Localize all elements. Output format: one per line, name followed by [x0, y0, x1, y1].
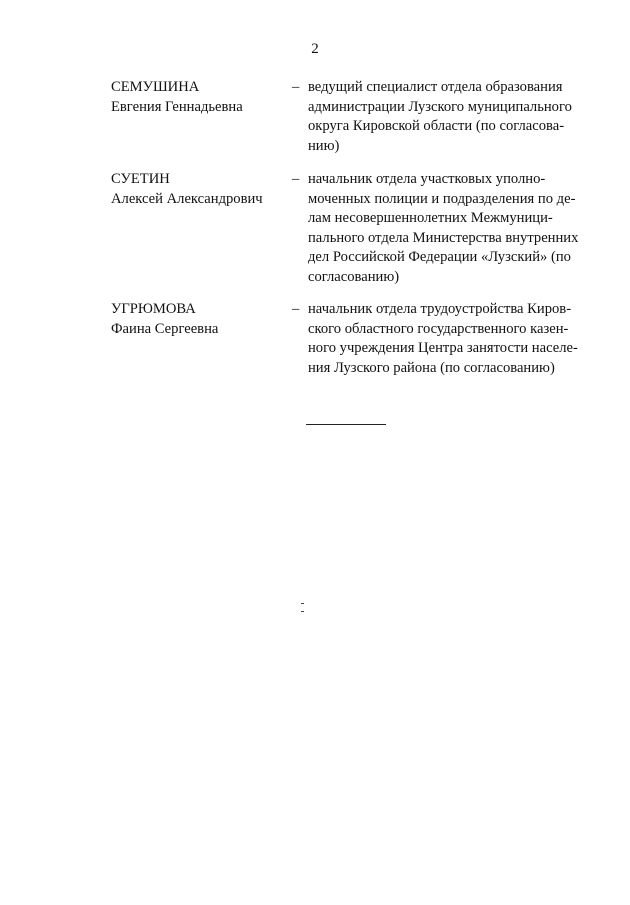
- member-given-names: Алексей Александрович: [111, 190, 263, 207]
- entry-dash: –: [292, 171, 300, 187]
- closing-rule: [306, 424, 386, 425]
- member-description: начальник отдела трудоустройства Киров- ского областного государственного казен- ного учреждения Центра занятости населе- ния Лузского района (по согласованию): [308, 301, 578, 376]
- page-number: 2: [311, 41, 319, 57]
- member-surname: УГРЮМОВА: [111, 301, 196, 317]
- member-name: [111, 78, 291, 117]
- scan-artifact: [301, 611, 304, 612]
- member-surname: СЕМУШИНА: [111, 79, 200, 95]
- member-name: [111, 170, 291, 209]
- entry-dash: –: [292, 301, 300, 317]
- member-given-names: Фаина Сергеевна: [111, 320, 219, 337]
- member-description: ведущий специалист отдела образования администрации Лузского муниципального округа Кировской области (по согласова- нию): [308, 79, 572, 154]
- scan-artifact: [301, 603, 304, 604]
- member-description: начальник отдела участковых уполно- моченных полиции и подразделения по де- лам несовершеннолетних Межмуници- пального отдела Министерства внутренних дел Российской Федерации «Лузский» (по согласованию): [308, 171, 579, 285]
- member-name: [111, 300, 291, 339]
- member-given-names: Евгения Геннадьевна: [111, 98, 243, 115]
- entry-dash: –: [292, 79, 300, 95]
- member-surname: СУЕТИН: [111, 171, 170, 187]
